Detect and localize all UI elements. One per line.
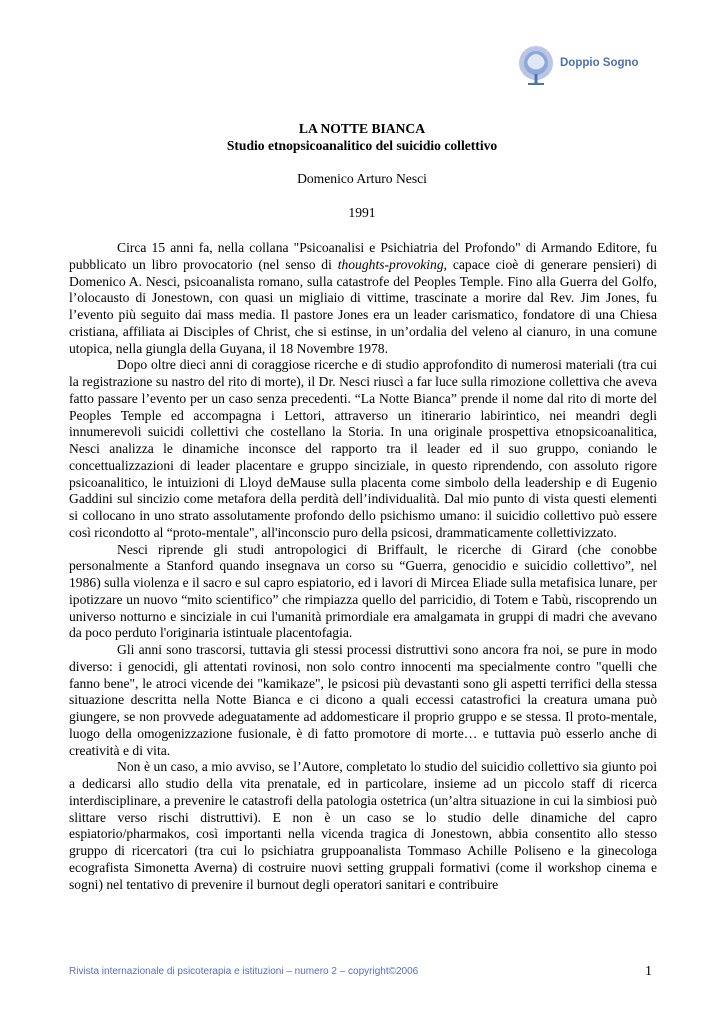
page-number: 1 [645,964,652,979]
body-paragraph [69,759,657,893]
publication-year: 1991 [348,205,376,220]
paragraph-text: Nesci riprende gli studi antropologici di Briffault, le ricerche di Girard (che conobbe personalmente a Stanford quando insegnava un corso su “Guerra, genocidio e suicidio collettivo”, nel 1986) sulla violenza e il sacro e sul capro espiatorio, ed i lavori di Mircea Eliade sulla metafisica lunare, per ipotizzare un nuovo “mito scientifico” che rimpiazza quello del parricidio, di Totem e Tabù, riscoprendo un universo notturno e sinciziale in cui l'umanità primordiale era amalgamata in gruppi di madri che avevano da poco perduto l'originaria istintuale placentofagia. [69,541,657,641]
paragraph-text: Gli anni sono trascorsi, tuttavia gli stessi processi distruttivi sono ancora fra noi, se pure in modo diverso: i genocidi, gli attentati rovinosi, non solo contro innocenti ma specialmente contro "quelli che fanno bene", le atroci vicende dei "kamikaze", le psicosi più devastanti sono gli aspetti terrifici della stessa situazione descritta nella Notte Bianca e ci dicono a quali eccessi catastrofici la creatura umana può giungere, se non provvede adeguatamente ad addomesticare il proprio gruppo e se stessa. Il proto-mentale, luogo della omogenizzazione fusionale, è di fatto promotore di morte… e tuttavia può esserlo anche di creatività e di vita. [69,642,657,758]
logo-text: Doppio Sogno [560,57,639,69]
body-paragraph [69,642,657,759]
footer-journal-line: Rivista internazionale di psicoterapia e istituzioni – numero 2 – copyright©2006 [69,966,419,977]
body-paragraph [69,542,657,643]
paragraph-text: Circa 15 anni fa, nella collana "Psicoanalisi e Psichiatria del Profondo" di Armando Editore, fu pubblicato un libro provocatorio (nel senso di [69,240,657,272]
paragraph-text: Dopo oltre dieci anni di coraggiose ricerche e di studio approfondito di numerosi materiali (tra cui la registrazione su nastro del rito di morte), il Dr. Nesci riuscì a far luce sulla rimozione collettiva che aveva fatto passare l’evento per un caso senza precedenti. “La Notte Bianca” prende il nome dal rito di morte del Peoples Temple ed accompagna i Lettori, attraverso un itinerario labirintico, nei meandri degli innumerevoli suicidi collettivi che costellano la Storia. In una originale prospettiva etnopsicoanalitica, Nesci analizza le dinamiche inconsce del rapporto tra il leader ed il suo gruppo, coniando le concettualizzazioni di leader placentare e gruppo sinciziale, in questo riprendendo, con assoluto rigore psicoanalitico, le intuizioni di Lloyd deMause sulla placenta come simbolo della leadership e di Eugenio Gaddini sul sincizio come metafora della perdità dell’individualità. Dal mio punto di vista questi elementi si collocano in uno strato assolutamente profondo dello psichismo umano: il suicidio collettivo può essere così ricondotto al “proto-mentale", all'inconscio puro della psicosi, drammaticamente collettivizzato. [69,357,657,540]
document-title: LA NOTTE BIANCA [298,121,426,136]
italic-phrase: thoughts-provoking [337,256,444,272]
author-name: Domenico Arturo Nesci [297,171,427,186]
article-body [69,240,657,893]
tree-head-logo-icon [517,44,555,86]
paragraph-text: , capace cioè di generare pensieri) di Domenico A. Nesci, psicoanalista romano, sulla catastrofe del Peoples Temple. Fino alla Guerra del Golfo, l’olocausto di Jonestown, con quasi un migliaio di vittime, trascinate a morire dal Rev. Jim Jones, fu l’evento più seguito dai mass media. Il pastore Jones era un leader carismatico, fondatore di una Chiesa cristiana, affiliata ai Disciples of Christ, che si estinse, in un’ordalia del veleno al cianuro, in una comune utopica, nella giungla della Guyana, il 18 Novembre 1978. [69,256,657,356]
body-paragraph [69,240,657,357]
document-subtitle: Studio etnopsicoanalitico del suicidio collettivo [226,138,498,153]
paragraph-text: Non è un caso, a mio avviso, se l’Autore, completato lo studio del suicidio collettivo sia giunto poi a dedicarsi allo studio della vita prenatale, ed in particolare, insieme ad un piccolo staff di ricerca interdisciplinare, a prevenire le catastrofi della patologia ostetrica (un’altra situazione in cui la simbiosi può slittare verso rischi distruttivi). E non è un caso se lo studio delle dinamiche del capro espiatorio/pharmakos, così importanti nella vicenda tragica di Jonestown, abbia consentito allo stesso gruppo di ricercatori (tra cui lo psichiatra gruppoanalista Tommaso Achille Poliseno e la ginecologa ecografista Simonetta Averna) di costruire nuovi setting gruppali formativi (come il workshop cinema e sogni) nel tentativo di prevenire il burnout degli operatori sanitari e contribuire [69,759,657,892]
doppio-sogno-logo [517,44,647,88]
body-paragraph [69,357,657,541]
